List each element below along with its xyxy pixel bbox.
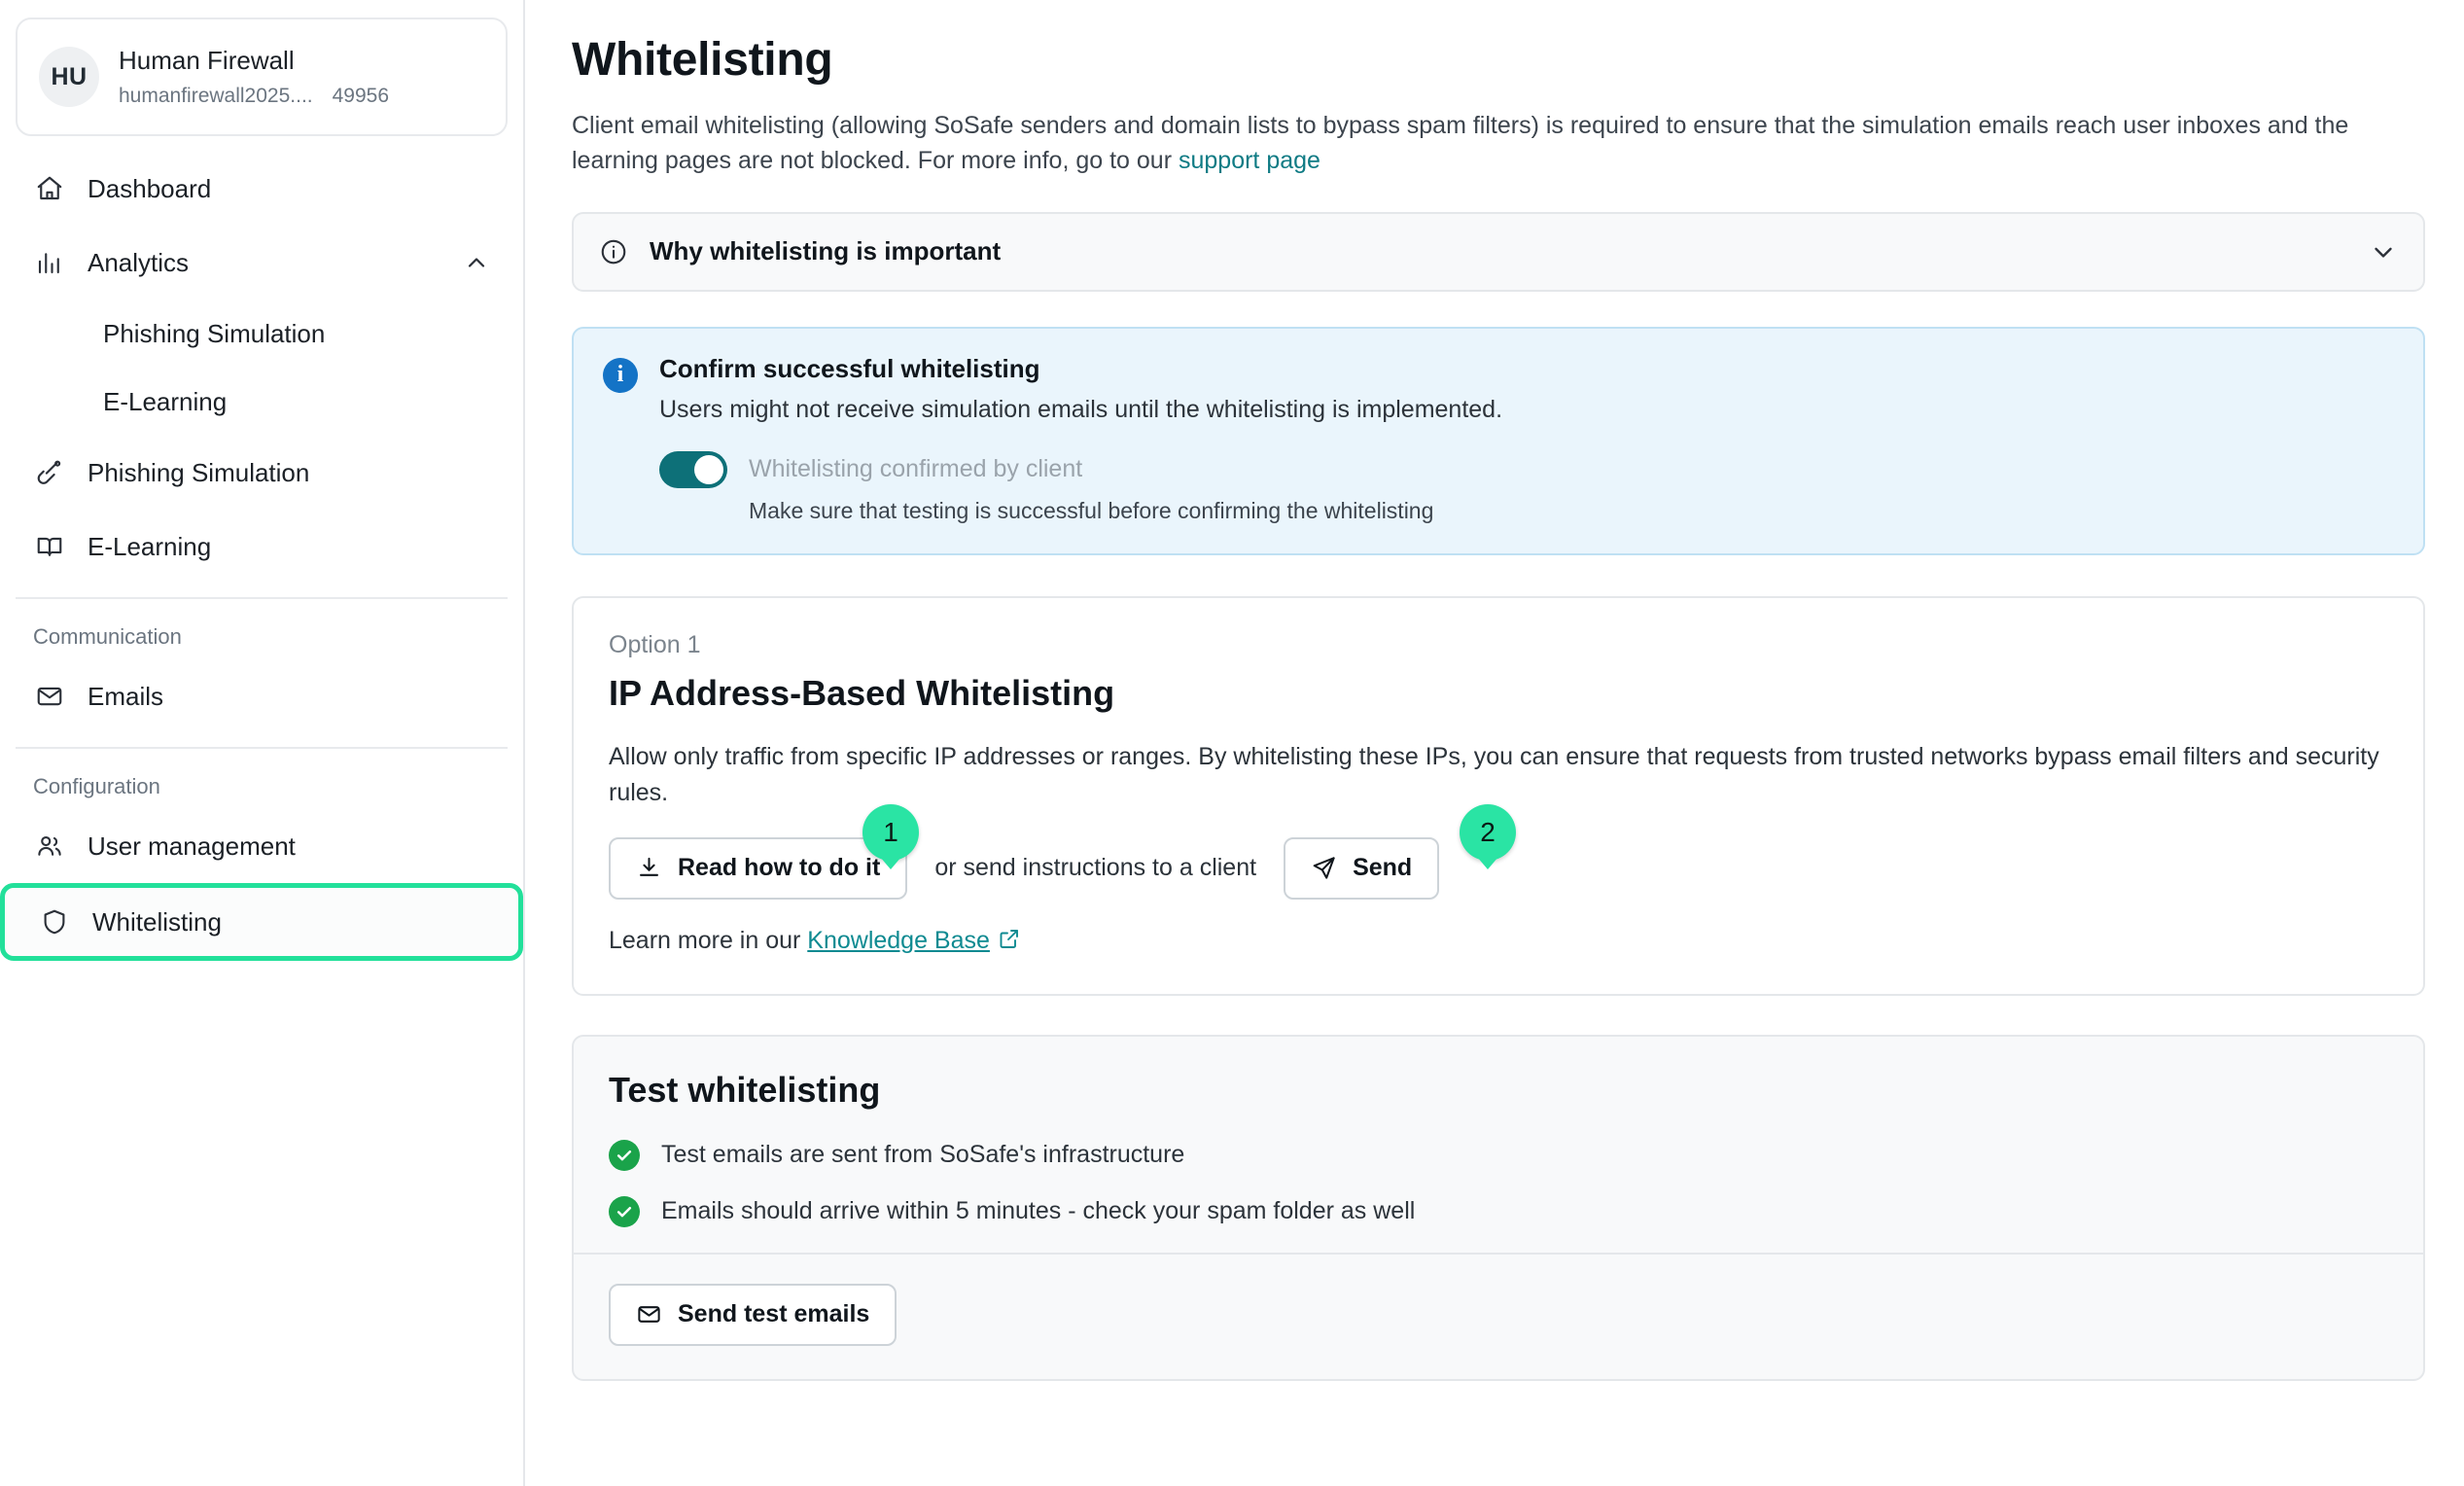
users-icon <box>33 830 66 863</box>
external-link-icon <box>998 927 1021 957</box>
book-icon <box>33 530 66 563</box>
shield-icon <box>38 905 71 938</box>
accordion-title: Why whitelisting is important <box>650 236 1002 265</box>
sidebar-item-phishing-simulation[interactable] <box>16 436 508 510</box>
sidebar-item-elearning[interactable] <box>16 510 508 584</box>
sidebar-group-communication: Communication <box>33 624 182 649</box>
paper-plane-icon <box>1311 855 1337 881</box>
test-card-title: Test whitelisting <box>609 1069 881 1110</box>
check-circle-icon <box>609 1140 640 1171</box>
send-button-label: Send <box>1353 854 1413 881</box>
chevron-up-icon[interactable] <box>463 249 490 276</box>
whitelisting-confirmed-toggle[interactable] <box>659 451 727 488</box>
sidebar-item-user-management[interactable] <box>16 809 508 883</box>
sidebar-item-label: Phishing Simulation <box>88 457 310 487</box>
knowledge-base-link[interactable]: Knowledge Base <box>807 926 990 954</box>
sidebar-item-emails[interactable] <box>16 659 508 733</box>
envelope-icon <box>636 1301 662 1327</box>
sidebar-group-configuration: Configuration <box>33 774 160 798</box>
read-how-to-do-it-label: Read how to do it <box>678 854 881 881</box>
send-test-emails-label: Send test emails <box>678 1300 870 1327</box>
chevron-down-icon[interactable] <box>2369 237 2398 266</box>
send-test-emails-button[interactable] <box>609 1284 897 1346</box>
infobox-title: Confirm successful whitelisting <box>659 353 1040 383</box>
option-card-title: IP Address-Based Whitelisting <box>609 672 1115 713</box>
test-check-label: Test emails are sent from SoSafe's infrastructure <box>661 1141 1185 1168</box>
read-how-to-do-it-button[interactable] <box>609 837 907 900</box>
send-button[interactable] <box>1284 837 1439 900</box>
page-description <box>572 108 2425 179</box>
envelope-icon <box>33 680 66 713</box>
support-page-link[interactable]: support page <box>1178 147 1320 175</box>
sidebar-item-label: Dashboard <box>88 173 212 203</box>
account-id: 49956 <box>332 85 390 108</box>
test-check-label: Emails should arrive within 5 minutes - check your spam folder as well <box>661 1197 1416 1224</box>
sidebar-item-label: Emails <box>88 681 164 711</box>
option-card-text: Allow only traffic from specific IP addresses or ranges. By whitelisting these IPs, you can ensure that requests from trusted networks bypass email filters and security rules. <box>609 742 2379 806</box>
sidebar <box>0 0 525 1486</box>
sidebar-nav <box>0 146 523 961</box>
account-email: humanfirewall2025.... <box>119 85 313 108</box>
infobox-subtitle: Users might not receive simulation emails until the whitelisting is implemented. <box>659 395 1503 423</box>
step-marker-1: 1 <box>862 804 919 861</box>
whitelisting-confirmed-toggle-row <box>659 451 2394 488</box>
page-description-text: Client email whitelisting (allowing SoSafe senders and domain lists to bypass spam filters) is required to ensure that the simulation emails reach user inboxes and the learning pages are not blocked. For more info, go to our <box>572 112 2349 175</box>
account-text <box>119 46 484 108</box>
step-marker-2: 2 <box>1460 804 1516 861</box>
info-badge-icon: i <box>603 358 638 393</box>
sidebar-item-phishing-simulation-analytics[interactable] <box>16 300 508 368</box>
why-whitelisting-accordion[interactable] <box>572 212 2425 292</box>
learn-more-row <box>609 927 2388 957</box>
bar-chart-icon <box>33 246 66 279</box>
test-whitelisting-card <box>572 1035 2425 1381</box>
sidebar-item-label: User management <box>88 831 296 861</box>
toggle-label: Whitelisting confirmed by client <box>749 455 1083 482</box>
send-instructions-text: or send instructions to a client <box>934 854 1257 881</box>
toggle-help-text: Make sure that testing is successful before confirming the whitelisting <box>749 497 1434 523</box>
test-check-item <box>609 1140 2388 1171</box>
toggle-knob <box>694 455 723 484</box>
home-icon <box>33 172 66 205</box>
sidebar-item-dashboard[interactable] <box>16 152 508 226</box>
avatar: HU <box>39 47 99 107</box>
page-title: Whitelisting <box>572 34 833 86</box>
sidebar-item-label: Whitelisting <box>92 906 222 937</box>
option-label: Option 1 <box>609 630 701 658</box>
sidebar-item-label: Analytics <box>88 247 190 277</box>
download-icon <box>636 855 662 881</box>
account-subline <box>119 85 484 108</box>
account-card[interactable] <box>16 18 508 136</box>
sidebar-item-label: Phishing Simulation <box>103 318 326 348</box>
fishhook-icon <box>33 456 66 489</box>
confirm-whitelisting-infobox <box>572 327 2425 555</box>
sidebar-item-label: E-Learning <box>88 531 212 561</box>
sidebar-item-analytics[interactable] <box>16 226 508 300</box>
test-card-footer <box>609 1255 2388 1379</box>
option-1-card <box>572 596 2425 996</box>
sidebar-item-label: E-Learning <box>103 386 228 416</box>
test-check-item <box>609 1196 2388 1227</box>
sidebar-item-elearning-analytics[interactable] <box>16 368 508 436</box>
learn-more-text: Learn more in our <box>609 926 808 954</box>
sidebar-item-whitelisting[interactable] <box>0 883 523 961</box>
account-name: Human Firewall <box>119 45 295 75</box>
info-circle-icon <box>599 237 628 266</box>
main-content <box>525 0 2464 1486</box>
check-circle-icon <box>609 1196 640 1227</box>
